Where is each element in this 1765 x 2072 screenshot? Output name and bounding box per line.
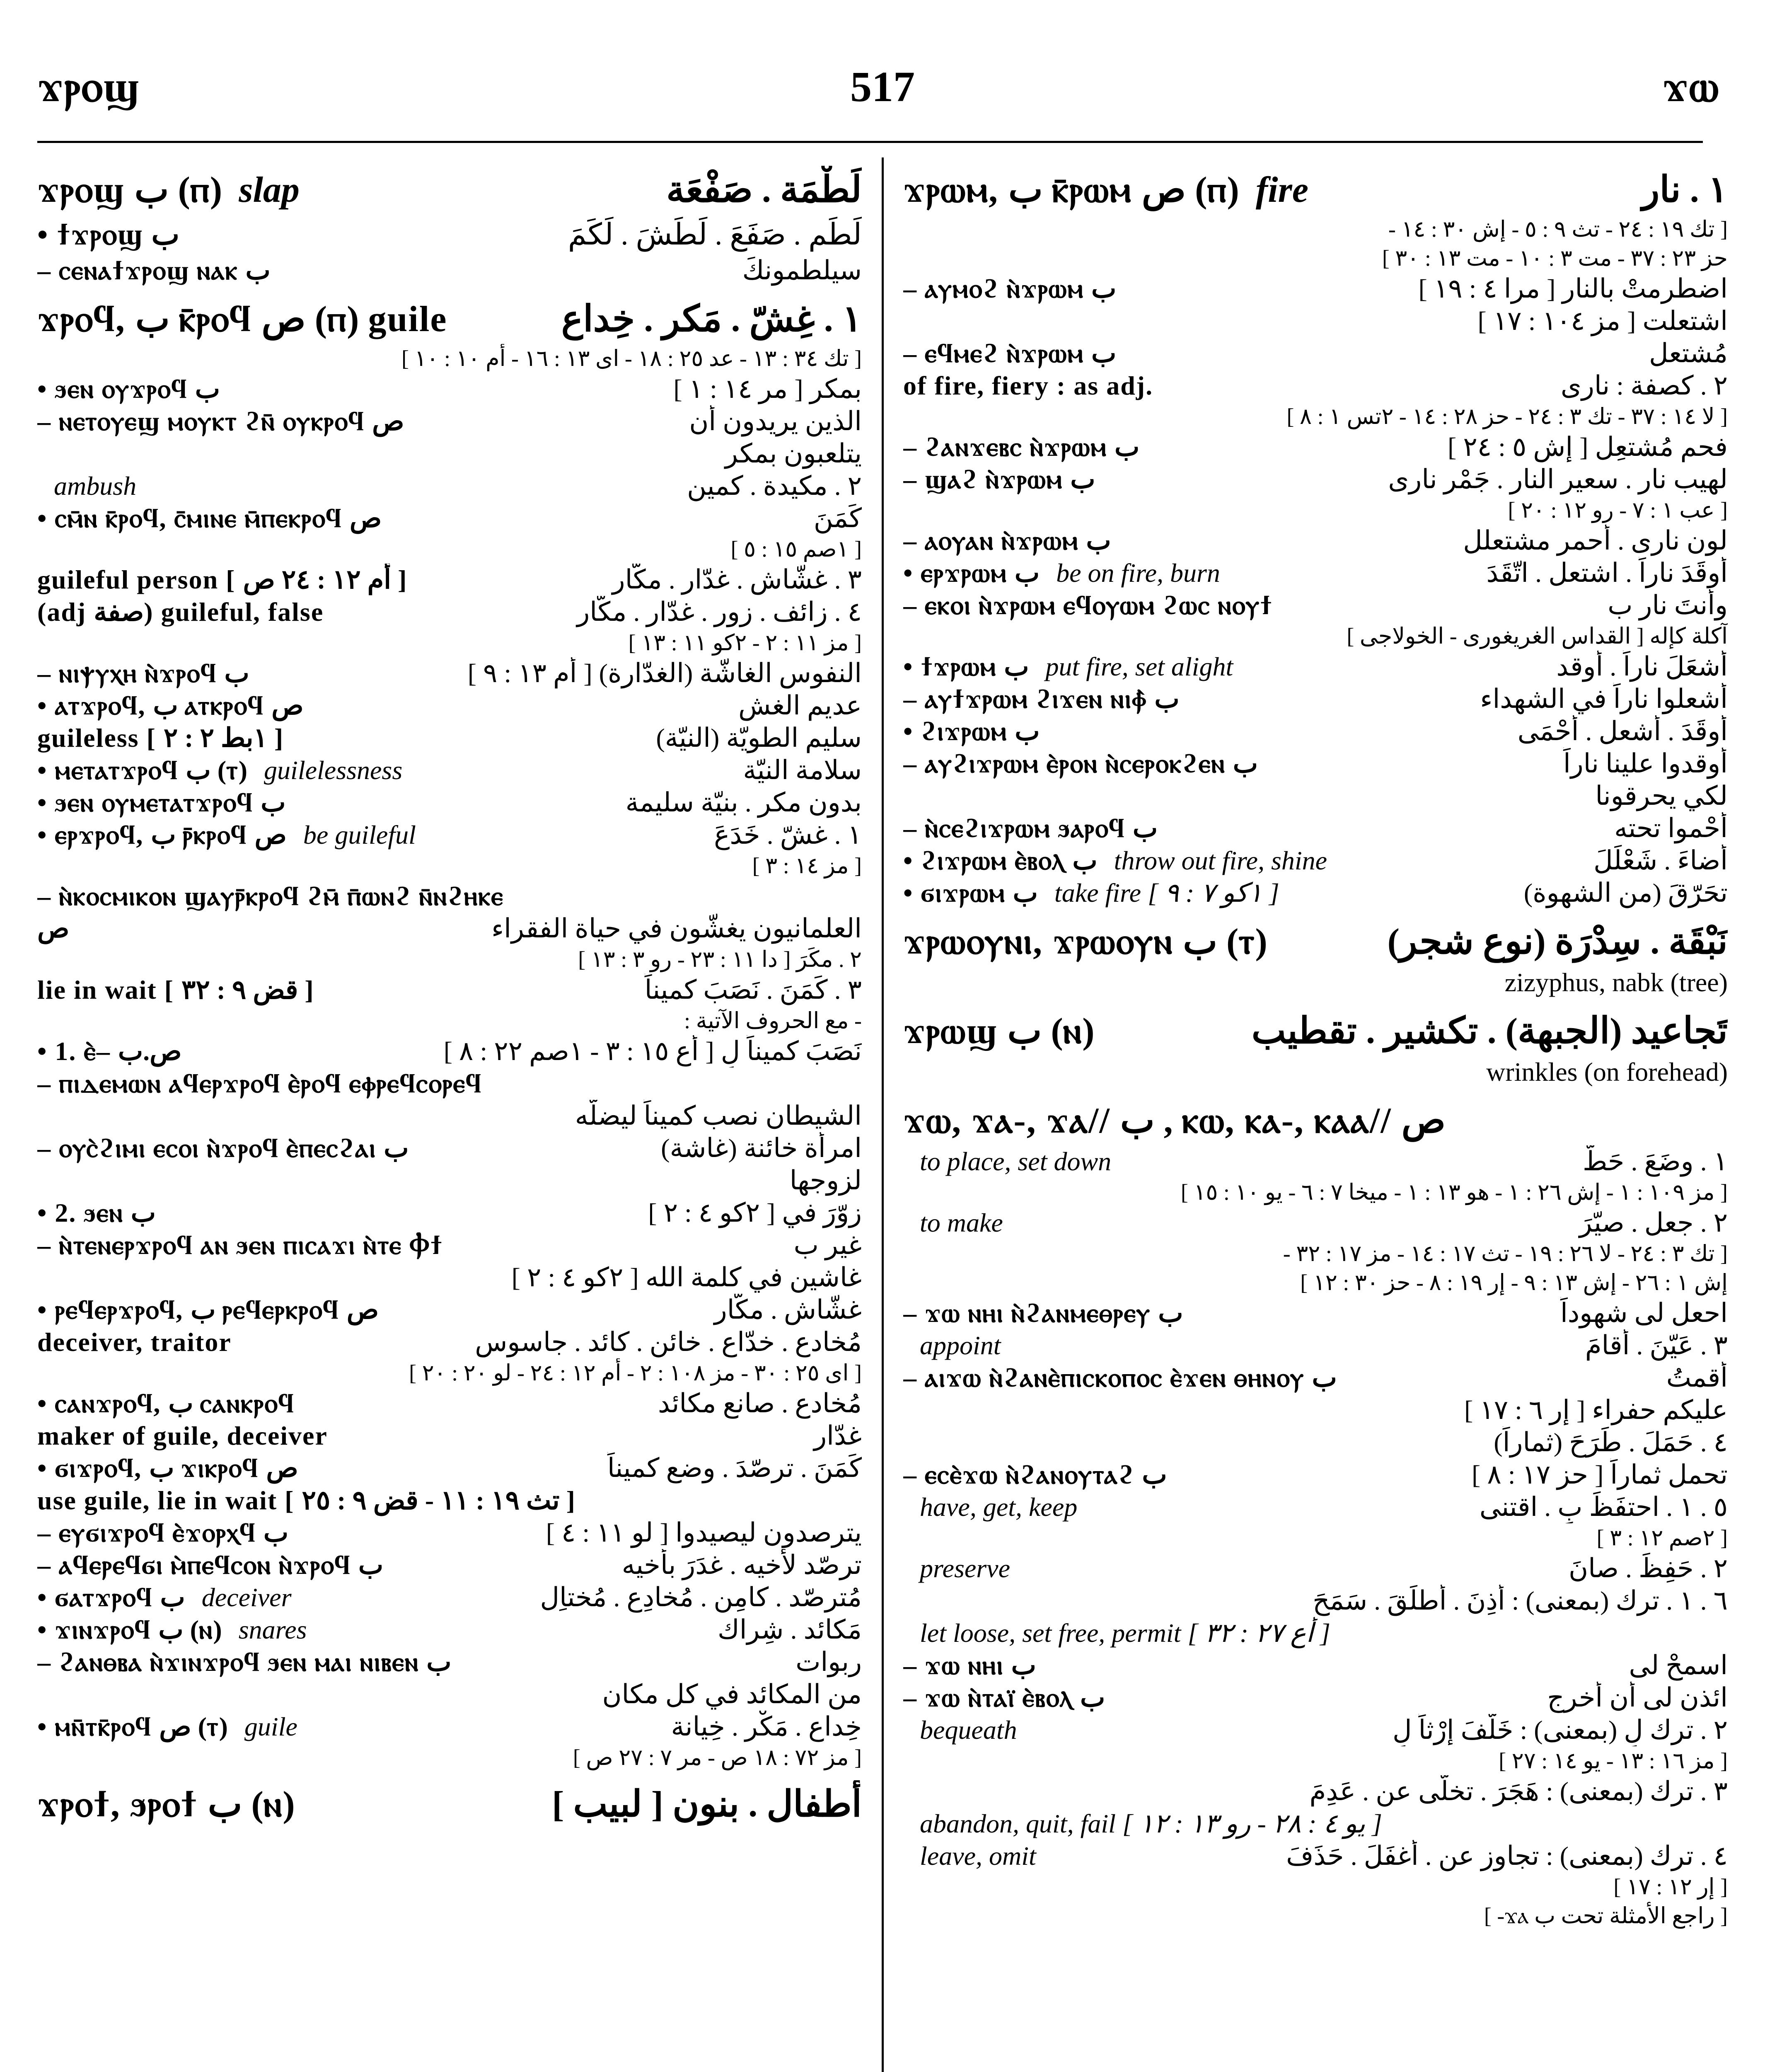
arabic-gloss: بدون مكر . بنيّة سليمة bbox=[625, 788, 862, 817]
coptic-text: – ⲡⲓⲇⲉⲙⲱⲛ ⲁϥⲉⲣϫⲣⲟϥ ⲉ̀ⲣⲟϥ ⲉⲫⲣⲉϥⲥⲟⲣⲉϥ bbox=[37, 1069, 482, 1098]
coptic-text: lie in wait [ قض ٩ : ٣٢ ] bbox=[37, 975, 314, 1005]
arabic-gloss: من المكائد في كل مكان bbox=[602, 1680, 862, 1709]
arabic-gloss: احعل لى شهوداً bbox=[1560, 1298, 1728, 1328]
entry-line bbox=[37, 851, 862, 880]
entry-line bbox=[903, 1585, 1728, 1617]
coptic-text: • ϭⲁⲧϫⲣⲟϥ ب bbox=[37, 1583, 185, 1612]
arabic-gloss: ٦ . ١ . ترك (بمعنى) : أذِنَ . أطلَقَ . سَمَحَ bbox=[1313, 1586, 1728, 1615]
arabic-gloss: [ إر ١٢ : ١٧ ] bbox=[1613, 1874, 1728, 1899]
entry-line bbox=[903, 1297, 1728, 1329]
arabic-gloss: غشّاش . مكّار bbox=[714, 1295, 862, 1324]
coptic-text: – ⲁϥⲉⲣⲉϥϭⲓ ⲙ̀ⲡⲉϥⲥⲟⲛ ⲛ̀ϫⲣⲟϥ ب bbox=[37, 1550, 384, 1580]
entry-line bbox=[37, 690, 862, 722]
arabic-gloss: تحَرّقَ (من الشهوة) bbox=[1523, 878, 1728, 908]
arabic-gloss: أوقدوا علينا ناراً bbox=[1563, 749, 1728, 778]
entry-line bbox=[903, 1329, 1728, 1362]
entry-line bbox=[37, 295, 862, 344]
english-gloss: fire bbox=[1255, 170, 1308, 210]
entry-line bbox=[903, 337, 1728, 370]
arabic-gloss: ٤ . زائف . زور . غدّار . مكّار bbox=[577, 597, 862, 627]
entry-line bbox=[37, 502, 862, 535]
entry-line bbox=[903, 1056, 1728, 1088]
arabic-gloss: ٢ . كصفة : نارى bbox=[1560, 371, 1728, 400]
coptic-text: • 2. ϧⲉⲛ ب bbox=[37, 1198, 156, 1227]
coptic-text: – ⲉⲩϭⲓϫⲣⲟϥ ⲉ̀ϫⲟⲣⲭϥ ب bbox=[37, 1518, 289, 1547]
entry-line bbox=[903, 1491, 1728, 1523]
arabic-gloss: ٢ . ترك لِ (بمعنى) : خَلّفَ إرْثاً لِ bbox=[1393, 1715, 1728, 1745]
entry-line bbox=[37, 1743, 862, 1772]
coptic-text: ص bbox=[37, 914, 70, 943]
coptic-text: guileless [ ١بط ٢ : ٢ ] bbox=[37, 723, 284, 753]
arabic-gloss: اسمحْ لى bbox=[1629, 1651, 1728, 1680]
arabic-gloss: أقمتُ bbox=[1666, 1363, 1728, 1392]
arabic-gloss: نَبْقَة . سِدْرَة (نوع شجر) bbox=[1387, 922, 1728, 962]
entry-line bbox=[903, 1007, 1728, 1056]
entry-line bbox=[903, 215, 1728, 244]
coptic-text: • ϯϫⲣⲟϣ ب bbox=[37, 218, 180, 251]
entry-line bbox=[903, 845, 1728, 877]
entry-line bbox=[903, 1682, 1728, 1714]
coptic-text: – ⲥⲉⲛⲁϯϫⲣⲟϣ ⲛⲁⲕ ب bbox=[37, 256, 271, 285]
english-gloss: preserve bbox=[920, 1554, 1010, 1583]
entry-line bbox=[37, 1229, 862, 1261]
entry-line bbox=[37, 1294, 862, 1326]
coptic-text: • ϧⲉⲛ ⲟⲩⲙⲉⲧⲁⲧϫⲣⲟϥ ب bbox=[37, 788, 286, 817]
arabic-gloss: سيلطمونكَ bbox=[742, 256, 862, 285]
arabic-gloss: - مع الحروف الآتية : bbox=[684, 1008, 862, 1033]
arabic-gloss: [ مز ١٤ : ٣ ] bbox=[752, 853, 862, 878]
entry-line bbox=[903, 496, 1728, 525]
english-gloss: ambush bbox=[54, 471, 137, 501]
entry-line bbox=[903, 166, 1728, 215]
arabic-gloss: بمكر [ مر ١٤ : ١ ] bbox=[673, 374, 862, 404]
coptic-text: • ⲉⲣϫⲣⲟϥ, ب ⲣ̄ⲕⲣⲟϥ ص bbox=[37, 820, 287, 850]
arabic-gloss: ٢ . مكيدة . كمين bbox=[687, 471, 862, 501]
arabic-gloss: غاشين في كلمة الله [ ٢كو ٤ : ٢ ] bbox=[511, 1263, 862, 1292]
arabic-gloss: [ لا ١٤ : ٣٧ - تك ٣ : ٢٤ - حز ٢٨ : ١٤ - ٢تس ١ : ٨ ] bbox=[1286, 404, 1728, 429]
right-column bbox=[903, 166, 1728, 2072]
coptic-text: • ⲙⲛ̄ⲧⲕ̄ⲣⲟϥ ص (ⲧ) bbox=[37, 1712, 228, 1741]
english-gloss: take fire [ ١كو ٧ : ٩ ] bbox=[1054, 878, 1279, 908]
arabic-gloss: أطفال . بنون [ لبيب ] bbox=[552, 1784, 862, 1825]
arabic-gloss: زوّرَ في [ ٢كو ٤ : ٢ ] bbox=[648, 1198, 862, 1227]
arabic-gloss: ربوات bbox=[795, 1647, 862, 1677]
left-column bbox=[37, 166, 862, 2072]
entry-line bbox=[903, 1649, 1728, 1682]
entry-line bbox=[37, 1358, 862, 1387]
coptic-text: – ϫⲱ ⲛⲏⲓ ب bbox=[903, 1651, 1036, 1680]
arabic-gloss: العلمانيون يغشّون في حياة الفقراء bbox=[491, 914, 862, 943]
arabic-gloss: وأنتَ نار ب bbox=[1608, 591, 1728, 620]
coptic-text: – ⲛⲓⲯⲩⲭⲏ ⲛ̀ϫⲣⲟϥ ب bbox=[37, 658, 249, 688]
arabic-gloss: النفوس الغاشّة (الغدّارة) [ أم ١٣ : ٩ ] bbox=[467, 658, 862, 688]
arabic-gloss: [ تك ٣ : ٢٤ - لا ٢٦ : ١٩ - تث ١٧ : ١٤ - مز ١٧ : ٣٢ - bbox=[1283, 1241, 1728, 1266]
english-gloss: be on fire, burn bbox=[1056, 558, 1220, 588]
entry-line bbox=[37, 254, 862, 287]
entry-line bbox=[903, 1746, 1728, 1775]
coptic-text: • ⲙⲉⲧⲁⲧϫⲣⲟϥ ب (ⲧ) bbox=[37, 755, 248, 785]
coptic-text: • ⲉⲣϫⲣⲱⲙ ب bbox=[903, 558, 1040, 588]
entry-line bbox=[37, 628, 862, 657]
arabic-gloss: [ تك ١٩ : ٢٤ - تث ٩ : ٥ - إش ٣٠ : ١٤ - bbox=[1388, 217, 1728, 242]
arabic-gloss: ٢ . حَفِظَ . صانَ bbox=[1569, 1554, 1728, 1583]
coptic-text: • ϯϫⲣⲱⲙ ب bbox=[903, 652, 1029, 681]
entry-line bbox=[903, 622, 1728, 651]
arabic-gloss: [ ٢صم ١٢ : ٣ ] bbox=[1596, 1525, 1728, 1550]
entry-line bbox=[903, 1178, 1728, 1207]
entry-line bbox=[37, 596, 862, 628]
arabic-gloss: اضطرمتْ بالنار [ مرا ٤ : ١٩ ] bbox=[1418, 274, 1728, 303]
entry-line bbox=[37, 1164, 862, 1197]
arabic-gloss: [ عب ١ : ٧ - رو ١٢ : ٢٠ ] bbox=[1508, 498, 1728, 523]
arabic-gloss: ١ . غِشّ . مَكر . خِداع bbox=[561, 299, 862, 339]
running-head-left: ϫⲣⲟϣ bbox=[37, 63, 140, 111]
coptic-text: ϫⲣⲟϣ ب (ⲡ) bbox=[37, 170, 222, 210]
entry-line bbox=[37, 373, 862, 405]
arabic-gloss: مُشتعل bbox=[1649, 339, 1728, 368]
entry-line bbox=[37, 535, 862, 564]
arabic-gloss: [ راجع الأمثلة تحت ب ϫⲁ- ] bbox=[1484, 1903, 1728, 1928]
entry-line bbox=[903, 1617, 1728, 1649]
coptic-text: • 1. ⲉ̀– ص.ب bbox=[37, 1036, 182, 1066]
entry-line bbox=[903, 683, 1728, 715]
entry-line bbox=[903, 1239, 1728, 1268]
entry-line bbox=[37, 754, 862, 787]
entry-line bbox=[903, 1523, 1728, 1552]
arabic-gloss: لزوجها bbox=[789, 1166, 862, 1195]
entry-line bbox=[37, 564, 862, 596]
entry-line bbox=[37, 1326, 862, 1358]
arabic-gloss: إش ١ : ٢٦ - إش ١٣ : ٩ - إر ١٩ : ٨ - حز ٣٠ : ١٢ ] bbox=[1300, 1270, 1728, 1295]
arabic-gloss: (tree) zizyphus, nabk bbox=[1504, 968, 1728, 997]
coptic-text: – ⲁⲓϫⲱ ⲛ̀ϩⲁⲛⲉ̀ⲡⲓⲥⲕⲟⲡⲟⲥ ⲉ̀ϫⲉⲛ ⲑⲏⲛⲟⲩ ب bbox=[903, 1363, 1337, 1392]
arabic-gloss: اشتعلت [ مز ١٠٤ : ١٧ ] bbox=[1477, 306, 1728, 336]
arabic-gloss: مُترصّد . كامِن . مُخادِع . مُختاِل bbox=[540, 1583, 862, 1612]
coptic-text: – ⲟⲩⲥ̀ϩⲓⲙⲓ ⲉⲥⲟⲓ ⲛ̀ϫⲣⲟϥ ⲉ̀ⲡⲉⲥϩⲁⲓ ب bbox=[37, 1133, 409, 1163]
entry-line bbox=[903, 1362, 1728, 1394]
entry-line bbox=[37, 974, 862, 1006]
coptic-text: – ⲉϥⲙⲉϩ ⲛ̀ϫⲣⲱⲙ ب bbox=[903, 339, 1117, 368]
english-gloss: throw out fire, shine bbox=[1114, 846, 1327, 875]
coptic-text: ϫⲣⲱⲟⲩⲛⲓ, ϫⲣⲱⲟⲩⲛ ب (ⲧ) bbox=[903, 922, 1267, 962]
running-head-right: ϫⲱ bbox=[1662, 63, 1719, 111]
english-gloss: snares bbox=[238, 1615, 307, 1644]
entry-line bbox=[903, 1394, 1728, 1426]
entry-line bbox=[903, 463, 1728, 496]
entry-line bbox=[37, 470, 862, 502]
coptic-text: – ⲁⲟⲩⲁⲛ ⲛ̀ϫⲣⲱⲙ ب bbox=[903, 526, 1111, 555]
arabic-gloss: مُخادع . صانع مكائد bbox=[658, 1389, 862, 1418]
entry-line bbox=[903, 1097, 1728, 1145]
entry-line bbox=[903, 305, 1728, 337]
arabic-gloss: الذين يريدون أن bbox=[689, 407, 862, 436]
entry-line bbox=[37, 1261, 862, 1294]
header-rule bbox=[37, 141, 1703, 143]
entry-line bbox=[903, 402, 1728, 431]
english-gloss: to make bbox=[920, 1208, 1003, 1237]
arabic-gloss: عليكم حفراء [ إر ٦ : ١٧ ] bbox=[1464, 1395, 1728, 1425]
coptic-text: – ⲉⲕⲟⲓ ⲛ̀ϫⲣⲱⲙ ⲉϥⲟⲩⲱⲙ ϩⲱⲥ ⲛⲟⲩϯ bbox=[903, 591, 1273, 620]
entry-line bbox=[903, 1872, 1728, 1901]
coptic-text: • ⲥⲙ̄ⲛ ⲕ̄ⲣⲟϥ, ⲥ̄ⲙⲓⲛⲉ ⲙ̄ⲡⲉⲕⲣⲟϥ ص bbox=[37, 503, 382, 533]
arabic-gloss: امرأة خائنة (غاشة) bbox=[661, 1133, 862, 1163]
coptic-text: maker of guile, deceiver bbox=[37, 1421, 328, 1450]
arabic-gloss: حز ٢٣ : ٣٧ - مت ٣ : ١٠ - مت ١٣ : ٣٠ ] bbox=[1382, 246, 1728, 271]
arabic-gloss: ١ . وضَعَ . حَطَّ bbox=[1583, 1147, 1728, 1176]
entry-line bbox=[903, 917, 1728, 966]
english-gloss: be guileful bbox=[303, 820, 416, 850]
english-gloss: let loose, set free, permit [ أع ٢٧ : ٣٢ ] bbox=[920, 1618, 1330, 1648]
entry-line bbox=[37, 945, 862, 974]
english-gloss: abandon, quit, fail [ يو ٤ : ٢٨ - رو ١٣ : ١٢ ] bbox=[920, 1809, 1382, 1838]
arabic-gloss: [ اى ٢٥ : ٣٠ - مز ١٠٨ : ٢ - أم ١٢ : ٢٤ - لو ٢٠ : ٢٠ ] bbox=[409, 1360, 862, 1385]
entry-line bbox=[37, 913, 862, 945]
entry-line bbox=[37, 405, 862, 438]
arabic-gloss: ١ . نار bbox=[1642, 170, 1728, 210]
coptic-text: – ⲛ̀ⲧⲉⲛⲉⲣϫⲣⲟϥ ⲁⲛ ϧⲉⲛ ⲡⲓⲥⲁϫⲓ ⲛ̀ⲧⲉ Ⲫϯ bbox=[37, 1230, 443, 1260]
english-gloss: guile bbox=[244, 1712, 297, 1741]
coptic-text: – ⲁⲩⲙⲟϩ ⲛ̀ϫⲣⲱⲙ ب bbox=[903, 274, 1117, 303]
english-gloss: deceiver bbox=[201, 1583, 292, 1612]
entry-line bbox=[903, 1207, 1728, 1239]
arabic-gloss: الشيطان نصب كميناً ليضلّه bbox=[575, 1101, 862, 1130]
arabic-gloss: سليم الطويّة (النيّة) bbox=[656, 723, 862, 753]
arabic-gloss: ٥ . ١ . احتفَظَ بِ . اقتنى bbox=[1479, 1492, 1728, 1522]
arabic-gloss: غير ب bbox=[793, 1230, 862, 1260]
entry-line bbox=[37, 166, 862, 215]
arabic-gloss: ٣ . ترك (بمعنى) : هَجَرَ . تخلّى عن . عَدِمَ bbox=[1309, 1777, 1728, 1806]
entry-line bbox=[903, 1145, 1728, 1178]
coptic-text: – ⲁⲩϩⲓϫⲣⲱⲙ ⲉ̀ⲣⲟⲛ ⲛ̀ⲥⲉⲣⲟⲕϩⲉⲛ ب bbox=[903, 749, 1258, 778]
coptic-text: – ϩⲁⲛⲑⲃⲁ ⲛ̀ϫⲓⲛϫⲣⲟϥ ϧⲉⲛ ⲙⲁⲓ ⲛⲓⲃⲉⲛ ب bbox=[37, 1647, 452, 1677]
entry-line bbox=[37, 1549, 862, 1581]
entry-line bbox=[903, 431, 1728, 463]
entry-line bbox=[903, 877, 1728, 909]
arabic-gloss: [ مز ٧٢ : ١٨ ص - مر ٧ : ٢٧ ص ] bbox=[573, 1745, 862, 1770]
entry-line bbox=[903, 525, 1728, 557]
arabic-gloss: سلامة النيّة bbox=[743, 755, 862, 785]
coptic-text: deceiver, traitor bbox=[37, 1327, 232, 1357]
arabic-gloss: ١ . غشّ . خَدَعَ bbox=[714, 820, 862, 850]
entry-line bbox=[903, 1268, 1728, 1297]
coptic-text: ϫⲣⲱⲙ, ب ⲕ̄ⲣⲱⲙ ص (ⲡ) bbox=[903, 170, 1239, 210]
arabic-gloss: [ مز ١٠٩ : ١ - إش ٢٦ : ١ - هو ١٣ : ١ - ميخا ٧ : ٦ - يو ١٠ : ١٥ ] bbox=[1180, 1180, 1728, 1205]
arabic-gloss: تحمل ثماراً [ حز ١٧ : ٨ ] bbox=[1472, 1460, 1728, 1489]
entry-line bbox=[37, 1387, 862, 1420]
arabic-gloss: ٣ . غشّاش . غدّار . مكّار bbox=[612, 565, 862, 594]
coptic-text: guileful person [ أم ١٢ : ٢٤ ص ] bbox=[37, 565, 408, 594]
entry-line bbox=[37, 215, 862, 254]
entry-line bbox=[903, 1714, 1728, 1746]
entry-line bbox=[37, 1420, 862, 1452]
entry-line bbox=[903, 1901, 1728, 1930]
coptic-text: ϫⲱ, ϫⲁ-, ϫⲁ// ب , ⲕⲱ, ⲕⲁ-, ⲕⲁⲁ// ص bbox=[903, 1101, 1446, 1141]
coptic-text: • ϭⲓϫⲣⲟϥ, ب ϫⲓⲕⲣⲟϥ ص bbox=[37, 1453, 298, 1483]
arabic-gloss: أشعَلَ ناراً . أوقد bbox=[1556, 652, 1728, 681]
arabic-gloss: مَكائد . شِراك bbox=[718, 1615, 862, 1644]
coptic-text: • ⲁⲧϫⲣⲟϥ, ب ⲁⲧⲕⲣⲟϥ ص bbox=[37, 691, 304, 720]
entry-line bbox=[903, 1840, 1728, 1872]
coptic-text: – ⲉⲥⲉ̀ϫⲱ ⲛ̀ϩⲁⲛⲟⲩⲧⲁϩ ب bbox=[903, 1460, 1167, 1489]
arabic-gloss: أوقَدَ . أشعل . أحْمَى bbox=[1517, 716, 1728, 746]
entry-line bbox=[37, 1646, 862, 1678]
arabic-gloss: أحْموا تحته bbox=[1614, 813, 1728, 843]
arabic-gloss: فحم مُشتعِل [ إش ٥ : ٢٤ ] bbox=[1448, 432, 1728, 462]
english-gloss: guilelessness bbox=[264, 755, 403, 785]
entry-line bbox=[37, 1067, 862, 1100]
arabic-gloss: يترصدون ليصيدوا [ لو ١١ : ٤ ] bbox=[546, 1518, 862, 1547]
arabic-gloss: مُخادع . خدّاع . خائن . كائد . جاسوس bbox=[475, 1327, 862, 1357]
arabic-gloss: آكلة كإله [ القداس الغريغورى - الخولاجى ] bbox=[1347, 624, 1728, 649]
coptic-text: • ϩⲓϫⲣⲱⲙ ب bbox=[903, 716, 1040, 746]
coptic-text: ϫⲣⲟϥ, ب ⲕ̄ⲣⲟϥ ص (ⲡ) guile bbox=[37, 299, 447, 339]
entry-line bbox=[903, 651, 1728, 683]
entry-line bbox=[903, 715, 1728, 748]
arabic-gloss: ٢ . جعل . صيّرَ bbox=[1579, 1208, 1728, 1237]
coptic-text: use guile, lie in wait [ تث ١٩ : ١١ - قض ٩ : ٢٥ ] bbox=[37, 1486, 576, 1515]
english-gloss: bequeath bbox=[920, 1715, 1017, 1745]
entry-line bbox=[37, 880, 862, 913]
arabic-gloss: ٣ . عَيّنَ . أقامَ bbox=[1585, 1331, 1728, 1360]
entry-line bbox=[37, 1780, 862, 1829]
coptic-text: – ϩⲁⲛϫⲉⲃⲥ ⲛ̀ϫⲣⲱⲙ ب bbox=[903, 432, 1140, 462]
arabic-gloss: كَمَنَ . ترصّدَ . وضع كميناً bbox=[607, 1453, 862, 1483]
english-gloss: slap bbox=[239, 170, 300, 210]
entry-line bbox=[903, 589, 1728, 622]
arabic-gloss: [ تك ٣٤ : ١٣ - عد ٢٥ : ١٨ - اى ١٣ : ١٦ - أم ١٠ : ١٠ ] bbox=[401, 346, 862, 371]
page-header bbox=[0, 0, 1765, 137]
arabic-gloss: ٤ . حَمَلَ . طَرَحَ (ثماراً) bbox=[1494, 1428, 1728, 1457]
entry-line bbox=[37, 1452, 862, 1484]
coptic-text: • ⲣⲉϥⲉⲣϫⲣⲟϥ, ب ⲣⲉϥⲉⲣⲕⲣⲟϥ ص bbox=[37, 1295, 379, 1324]
entry-line bbox=[37, 1581, 862, 1614]
entry-line bbox=[37, 1132, 862, 1164]
arabic-gloss: غدّار bbox=[814, 1421, 862, 1450]
arabic-gloss: لهيب نار . سعير النار . جَمْر نارى bbox=[1388, 465, 1728, 494]
arabic-gloss: عديم الغش bbox=[738, 691, 862, 720]
coptic-text: – ϫⲱ ⲛ̀ⲧⲁⲓ̈ ⲉ̀ⲃⲟⲗ ب bbox=[903, 1683, 1105, 1712]
entry-line bbox=[37, 1484, 862, 1517]
entry-line bbox=[903, 1459, 1728, 1491]
entry-line bbox=[903, 557, 1728, 589]
arabic-gloss: لَطْمَة . صَفْعَة bbox=[666, 170, 862, 210]
english-gloss: appoint bbox=[920, 1331, 1001, 1360]
arabic-gloss: ٣ . كَمَنَ . نَصَبَ كميناً bbox=[644, 975, 862, 1005]
entry-line bbox=[37, 438, 862, 470]
arabic-gloss: ٢ . مكَرَ [ دا ١١ : ٢٣ - رو ٣ : ١٣ ] bbox=[578, 947, 862, 972]
entry-line bbox=[903, 370, 1728, 402]
coptic-text: • ϫⲓⲛϫⲣⲟϥ ب (ⲛ) bbox=[37, 1615, 222, 1644]
coptic-text: • ϩⲓϫⲣⲱⲙ ⲉ̀ⲃⲟⲗ ب bbox=[903, 846, 1098, 875]
arabic-gloss: كَمَنَ bbox=[813, 503, 862, 533]
english-gloss: leave, omit bbox=[920, 1841, 1036, 1871]
arabic-gloss: ائذن لى أن أخرج bbox=[1547, 1683, 1728, 1712]
entry-line bbox=[37, 1711, 862, 1743]
entry-line bbox=[903, 244, 1728, 273]
coptic-text: – ⲛⲉⲧⲟⲩⲉϣ ⲙⲟⲩⲕⲧ ϩⲛ̄ ⲟⲩⲕⲣⲟϥ ص bbox=[37, 407, 404, 436]
entry-line bbox=[37, 1100, 862, 1132]
entry-line bbox=[903, 1426, 1728, 1459]
arabic-gloss: أوقَدَ ناراً . اشتعل . اتّقَدَ bbox=[1486, 558, 1728, 588]
page-number: 517 bbox=[850, 63, 915, 111]
arabic-gloss: يتلعبون بمكر bbox=[725, 439, 862, 468]
entry-line bbox=[37, 1614, 862, 1646]
arabic-gloss: wrinkles (on forehead) bbox=[1486, 1057, 1728, 1087]
english-gloss: put fire, set alight bbox=[1045, 652, 1233, 681]
arabic-gloss: لكي يحرقونا bbox=[1595, 781, 1728, 811]
coptic-text: – ⲁⲩϯϫⲣⲱⲙ ϩⲓϫⲉⲛ ⲛⲓⲫ̀ ب bbox=[903, 684, 1180, 714]
coptic-text: • ϧⲉⲛ ⲟⲩϫⲣⲟϥ ب bbox=[37, 374, 220, 404]
coptic-text: (adj صفة) guileful, false bbox=[37, 597, 324, 627]
coptic-text: – ⲛ̀ⲥⲉϩⲓϫⲣⲱⲙ ϧⲁⲣⲟϥ ب bbox=[903, 813, 1158, 843]
entry-line bbox=[903, 1552, 1728, 1585]
entry-line bbox=[37, 657, 862, 690]
entry-line bbox=[903, 748, 1728, 780]
arabic-gloss: لَطَم . صَفَعَ . لَطَشَ . لَكَمَ bbox=[568, 218, 862, 251]
arabic-gloss: أشعلوا ناراً في الشهداء bbox=[1480, 684, 1728, 714]
entry-line bbox=[37, 1678, 862, 1711]
arabic-gloss: [ مز ١٦ : ١٣ - يو ١٤ : ٢٧ ] bbox=[1499, 1748, 1728, 1773]
entry-line bbox=[903, 966, 1728, 999]
coptic-text: – ⲛ̀ⲕⲟⲥⲙⲓⲕⲟⲛ ϣⲁⲩⲣ̄ⲕⲣⲟϥ ϩⲙ̄ ⲡ̄ⲱⲛϩ ⲛ̄ⲛϩⲏⲕⲉ bbox=[37, 881, 504, 911]
entry-line bbox=[37, 787, 862, 819]
english-gloss: have, get, keep bbox=[920, 1492, 1078, 1522]
arabic-gloss: ٤ . ترك (بمعنى) : تجاوز عن . أغفَلَ . حَذَفَ bbox=[1286, 1841, 1728, 1871]
coptic-text: – ϫⲱ ⲛⲏⲓ ⲛ̀ϩⲁⲛⲙⲉⲑⲣⲉⲩ ب bbox=[903, 1298, 1183, 1328]
entry-line bbox=[37, 1035, 862, 1067]
entry-line bbox=[903, 812, 1728, 845]
coptic-text: • ⲥⲁⲛϫⲣⲟϥ, ب ⲥⲁⲛⲕⲣⲟϥ bbox=[37, 1389, 295, 1418]
arabic-gloss: تَجاعيد (الجبهة) . تكشير . تقطيب bbox=[1251, 1011, 1728, 1051]
entry-line bbox=[37, 1197, 862, 1229]
coptic-text: ϫⲣⲟϯ, ϧⲣⲟϯ ب (ⲛ) bbox=[37, 1784, 295, 1825]
entry-line bbox=[903, 273, 1728, 305]
entry-line bbox=[903, 1808, 1728, 1840]
arabic-gloss: خِداع . مَكْر . خِيانة bbox=[671, 1712, 862, 1741]
coptic-text: of fire, fiery : as adj. bbox=[903, 371, 1153, 400]
entry-line bbox=[37, 722, 862, 754]
arabic-gloss: [ ١صم ١٥ : ٥ ] bbox=[730, 537, 862, 562]
entry-line bbox=[903, 1775, 1728, 1808]
arabic-gloss: نَصَبَ كميناً لِ [ أع ١٥ : ٣ - ١صم ٢٢ : ٨ ] bbox=[443, 1036, 862, 1066]
entry-line bbox=[37, 819, 862, 851]
coptic-text: • ϭⲓϫⲣⲱⲙ ب bbox=[903, 878, 1038, 908]
entry-line bbox=[903, 780, 1728, 812]
coptic-text: – ϣⲁϩ ⲛ̀ϫⲣⲱⲙ ب bbox=[903, 465, 1095, 494]
entry-line bbox=[37, 1006, 862, 1035]
arabic-gloss: ترصّد لأخيه . غدَرَ بأخيه bbox=[621, 1550, 862, 1580]
entry-line bbox=[37, 1517, 862, 1549]
english-gloss: to place, set down bbox=[920, 1147, 1112, 1176]
arabic-gloss: أضاءَ . شَعْلَلَ bbox=[1593, 846, 1728, 875]
column-divider bbox=[882, 157, 884, 2072]
arabic-gloss: لون نارى . أحمر مشتعلل bbox=[1463, 526, 1728, 555]
coptic-text: ϫⲣⲱϣ ب (ⲛ) bbox=[903, 1011, 1095, 1051]
entry-line bbox=[37, 344, 862, 373]
arabic-gloss: [ مز ١١ : ٢ - ٢كو ١١ : ١٣ ] bbox=[628, 630, 862, 655]
